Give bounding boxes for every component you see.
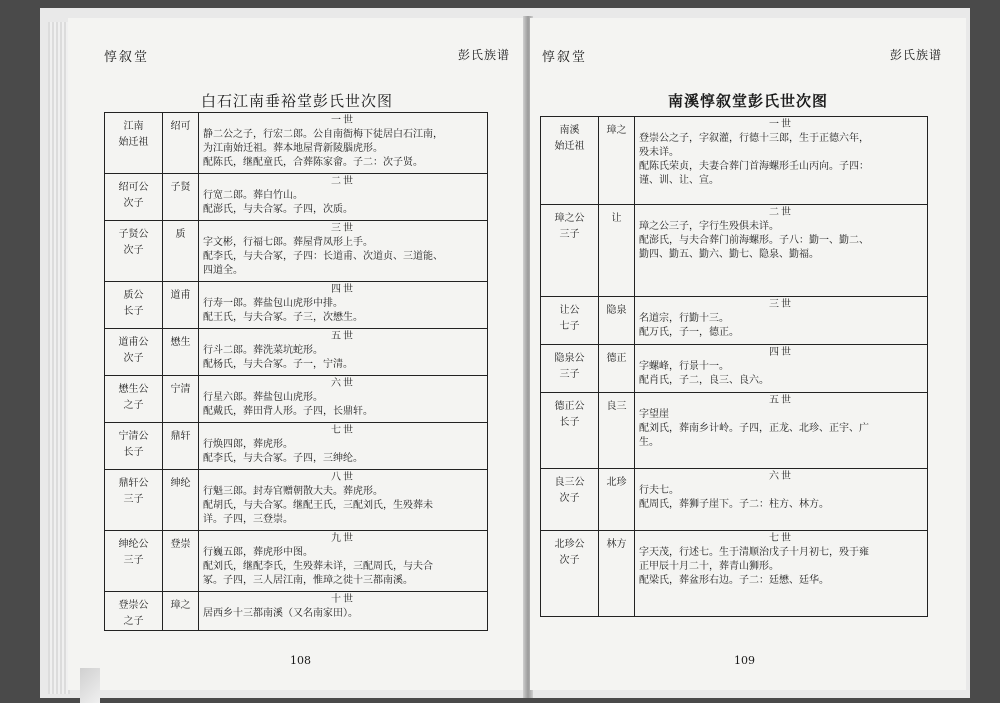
biography-line: 谨、训、让、宣。 xyxy=(639,175,719,186)
person-name-cell xyxy=(163,174,199,221)
generation-label: 十世 xyxy=(331,594,355,605)
biography-line: 配李氏，与夫合冢，子四：长道甫、次道贞、三道能、 xyxy=(203,251,443,262)
lineage-row xyxy=(541,345,928,393)
biography-line: 配肖氏，子二，良三、良六。 xyxy=(639,375,769,386)
right-page-number: 109 xyxy=(734,654,755,667)
biography-line: 配澎氏，与夫合葬门前海螺形。子八：勤一、勤二、 xyxy=(639,235,869,246)
ancestor-relation: 绅纶公 三子 xyxy=(118,539,149,566)
person-name-cell xyxy=(163,592,199,631)
person-name: 北珍 xyxy=(606,477,627,488)
biography-cell xyxy=(199,423,488,470)
biography-line: 居西乡十三都南溪（又名南家田）。 xyxy=(203,608,358,619)
ancestor-relation-cell xyxy=(541,117,599,205)
ancestor-relation: 登崇公 之子 xyxy=(118,600,149,627)
person-name-cell xyxy=(599,393,635,469)
biography-line: 静二公之子，行宏二郎。公自南衙梅下徒居白石江南， xyxy=(203,129,443,140)
biography-line: 配杨氏，与夫合冢。子一，宁清。 xyxy=(203,359,353,370)
biography-line: 殁未详。 xyxy=(639,147,679,158)
ancestor-relation-cell xyxy=(105,329,163,376)
biography-line: 为江南始迁祖。葬本地屋背新陵腦虎形。 xyxy=(203,143,383,154)
generation-label: 八世 xyxy=(331,472,355,483)
person-name-cell xyxy=(163,221,199,282)
ancestor-relation-cell xyxy=(541,531,599,617)
biography-cell xyxy=(635,345,928,393)
lineage-row xyxy=(105,531,488,592)
biography-line: 名道宗，行勤十三。 xyxy=(639,313,729,324)
biography-cell xyxy=(635,297,928,345)
generation-label: 一世 xyxy=(769,119,793,130)
biography-line: 行夫七。 xyxy=(639,485,679,496)
ancestor-relation-cell xyxy=(541,393,599,469)
biography-line: 行魁三郎。封寿官赠朝散大夫。葬虎形。 xyxy=(203,486,383,497)
right-page-title: 南溪惇叙堂彭氏世次图 xyxy=(667,92,828,110)
biography-cell xyxy=(199,221,488,282)
biography-line: 详。子四，三登崇。 xyxy=(203,514,293,525)
biography-line: 字天茂，行述七。生于清顺治戊子十月初七，殁于雍 xyxy=(639,547,869,558)
lineage-row xyxy=(541,117,928,205)
generation-label: 六世 xyxy=(769,471,793,482)
biography-line: 行寿一郎。葬盐包山虎形中排。 xyxy=(203,298,343,309)
right-running-head-right: 彭氏族谱 xyxy=(890,48,943,62)
lineage-row xyxy=(105,470,488,531)
person-name-cell xyxy=(163,329,199,376)
ancestor-relation: 德正公 长子 xyxy=(554,401,585,428)
open-book xyxy=(40,8,970,698)
ancestor-relation-cell xyxy=(105,376,163,423)
person-name-cell xyxy=(163,531,199,592)
person-name-cell xyxy=(163,423,199,470)
biography-line: 配刘氏，继配李氏，生殁葬未详，三配周氏，与夫合 xyxy=(203,561,433,572)
ancestor-relation: 道甫公 次子 xyxy=(118,337,149,364)
ancestor-relation: 良三公 次子 xyxy=(554,477,585,504)
ancestor-relation: 璋之公 三子 xyxy=(554,213,585,240)
generation-label: 五世 xyxy=(331,331,355,342)
ancestor-relation: 隐泉公 三子 xyxy=(554,353,585,380)
right-lineage-table xyxy=(540,116,928,617)
generation-label: 一世 xyxy=(331,115,355,126)
ancestor-relation-cell xyxy=(105,282,163,329)
lineage-row xyxy=(105,282,488,329)
biography-cell xyxy=(635,205,928,297)
person-name: 宁清 xyxy=(170,384,191,395)
person-name: 德正 xyxy=(606,353,627,364)
right-page xyxy=(530,18,966,690)
generation-label: 四世 xyxy=(331,284,355,295)
biography-line: 璋之公三子，字行生殁俱未详。 xyxy=(639,221,779,232)
lineage-row xyxy=(105,174,488,221)
ancestor-relation: 质公 长子 xyxy=(123,290,144,317)
person-name: 绅纶 xyxy=(170,478,191,489)
biography-line: 配周氏，葬狮子崖下。子二：柱方、林方。 xyxy=(639,499,829,510)
page-edges xyxy=(48,22,70,694)
person-name: 道甫 xyxy=(170,290,191,301)
biography-cell xyxy=(199,376,488,423)
generation-label: 三世 xyxy=(769,299,793,310)
generation-label: 四世 xyxy=(769,347,793,358)
biography-cell xyxy=(635,117,928,205)
person-name: 璋之 xyxy=(606,125,627,136)
biography-line: 行星六郎。葬盐包山虎形。 xyxy=(203,392,323,403)
lineage-row xyxy=(541,297,928,345)
generation-label: 二世 xyxy=(331,176,355,187)
lineage-row xyxy=(105,329,488,376)
person-name-cell xyxy=(599,205,635,297)
person-name-cell xyxy=(163,376,199,423)
ancestor-relation-cell xyxy=(541,205,599,297)
ancestor-relation-cell xyxy=(105,221,163,282)
ancestor-relation: 绍可公 次子 xyxy=(118,182,149,209)
left-page-number: 108 xyxy=(290,654,311,667)
lineage-row xyxy=(105,376,488,423)
biography-line: 字望崖 xyxy=(639,409,669,420)
generation-label: 三世 xyxy=(331,223,355,234)
biography-line: 配王氏，与夫合冢。子三，次懋生。 xyxy=(203,312,363,323)
biography-line: 配胡氏，与夫合冢。继配王氏，三配刘氏，生殁葬未 xyxy=(203,500,433,511)
ancestor-relation-cell xyxy=(105,113,163,174)
person-name: 林方 xyxy=(606,539,627,550)
biography-cell xyxy=(199,113,488,174)
biography-line: 字螺峰，行景十一。 xyxy=(639,361,729,372)
ancestor-relation-cell xyxy=(541,469,599,531)
lineage-row xyxy=(105,423,488,470)
biography-line: 冢。子四，三人居江南，惟璋之徙十三都南溪。 xyxy=(203,575,413,586)
ancestor-relation: 鼎轩公 三子 xyxy=(118,478,149,505)
ancestor-relation-cell xyxy=(105,592,163,631)
biography-line: 正甲辰十月二十，葬青山狮形。 xyxy=(639,561,779,572)
ancestor-relation: 让公 七子 xyxy=(559,305,580,332)
lineage-row xyxy=(541,469,928,531)
left-page-title: 白石江南垂裕堂彭氏世次图 xyxy=(200,92,393,110)
left-running-head-left: 惇叙堂 xyxy=(104,50,150,65)
biography-cell xyxy=(199,592,488,631)
left-running-head-right: 彭氏族谱 xyxy=(458,48,511,62)
ancestor-relation-cell xyxy=(541,297,599,345)
person-name: 绍可 xyxy=(170,121,191,132)
person-name: 子贤 xyxy=(170,182,191,193)
lineage-row xyxy=(541,393,928,469)
person-name-cell xyxy=(599,531,635,617)
biography-cell xyxy=(635,469,928,531)
biography-line: 配刘氏，葬南乡计岭。子四，正龙、北珍、正宇、广 xyxy=(639,423,869,434)
biography-cell xyxy=(199,329,488,376)
biography-cell xyxy=(635,393,928,469)
biography-line: 生。 xyxy=(639,437,659,448)
person-name: 璋之 xyxy=(170,600,191,611)
ancestor-relation-cell xyxy=(105,470,163,531)
ancestor-relation: 北珍公 次子 xyxy=(554,539,585,566)
person-name: 让 xyxy=(611,213,622,224)
right-running-head-left: 惇叙堂 xyxy=(542,50,588,65)
person-name-cell xyxy=(599,117,635,205)
person-name: 鼎轩 xyxy=(170,431,191,442)
ancestor-relation: 江南 始迁祖 xyxy=(118,121,149,148)
person-name-cell xyxy=(599,297,635,345)
ancestor-relation-cell xyxy=(105,174,163,221)
ancestor-relation-cell xyxy=(105,423,163,470)
ancestor-relation: 宁清公 长子 xyxy=(118,431,149,458)
biography-line: 登崇公之子，字叙灌，行德十三郎，生于正德六年， xyxy=(639,133,869,144)
person-name-cell xyxy=(163,470,199,531)
biography-cell xyxy=(199,470,488,531)
generation-label: 二世 xyxy=(769,207,793,218)
person-name: 登崇 xyxy=(170,539,191,550)
person-name-cell xyxy=(163,113,199,174)
ancestor-relation-cell xyxy=(541,345,599,393)
biography-cell xyxy=(635,531,928,617)
biography-line: 字文彬，行福七郎。葬屋背凤形上手。 xyxy=(203,237,373,248)
generation-label: 六世 xyxy=(331,378,355,389)
biography-line: 勤四、勤五、勤六、勤七、隐泉、勤福。 xyxy=(639,249,819,260)
person-name-cell xyxy=(599,469,635,531)
person-name-cell xyxy=(163,282,199,329)
person-name: 懋生 xyxy=(170,337,191,348)
biography-line: 四道全。 xyxy=(203,265,243,276)
lineage-row xyxy=(541,205,928,297)
person-name: 良三 xyxy=(606,401,627,412)
biography-line: 配梁氏，葬盆形右边。子二：廷懋、廷华。 xyxy=(639,575,829,586)
biography-line: 配澎氏，与夫合冢。子四，次质。 xyxy=(203,204,353,215)
generation-label: 七世 xyxy=(331,425,355,436)
biography-line: 行宽二郎。葬白竹山。 xyxy=(203,190,303,201)
page-corner-curl xyxy=(80,668,100,703)
generation-label: 七世 xyxy=(769,533,793,544)
left-page xyxy=(68,18,526,690)
biography-line: 配李氏，与夫合冢。子四，三绅纶。 xyxy=(203,453,363,464)
lineage-row xyxy=(105,221,488,282)
biography-cell xyxy=(199,531,488,592)
biography-cell xyxy=(199,174,488,221)
biography-line: 配戴氏，葬田背人形。子四，长鼎轩。 xyxy=(203,406,373,417)
lineage-row xyxy=(105,592,488,631)
biography-line: 配陈氏，继配童氏，合葬陈家畲。子二：次子贤。 xyxy=(203,157,423,168)
generation-label: 九世 xyxy=(331,533,355,544)
person-name: 质 xyxy=(175,229,186,240)
ancestor-relation: 子贤公 次子 xyxy=(118,229,149,256)
biography-line: 配陈氏荣贞，夫妻合葬门首海螺形壬山丙向。子四： xyxy=(639,161,869,172)
biography-line: 配万氏，子一，德正。 xyxy=(639,327,739,338)
left-lineage-table xyxy=(104,112,488,631)
generation-label: 五世 xyxy=(769,395,793,406)
biography-line: 行巍五郎，葬虎形中图。 xyxy=(203,547,313,558)
biography-line: 行斗二郎。葬洗菜坑蛇形。 xyxy=(203,345,323,356)
person-name: 隐泉 xyxy=(606,305,627,316)
biography-cell xyxy=(199,282,488,329)
ancestor-relation: 懋生公 之子 xyxy=(118,384,149,411)
lineage-row xyxy=(105,113,488,174)
person-name-cell xyxy=(599,345,635,393)
biography-line: 行焕四郎，葬虎形。 xyxy=(203,439,293,450)
ancestor-relation: 南溪 始迁祖 xyxy=(554,125,585,152)
lineage-row xyxy=(541,531,928,617)
ancestor-relation-cell xyxy=(105,531,163,592)
